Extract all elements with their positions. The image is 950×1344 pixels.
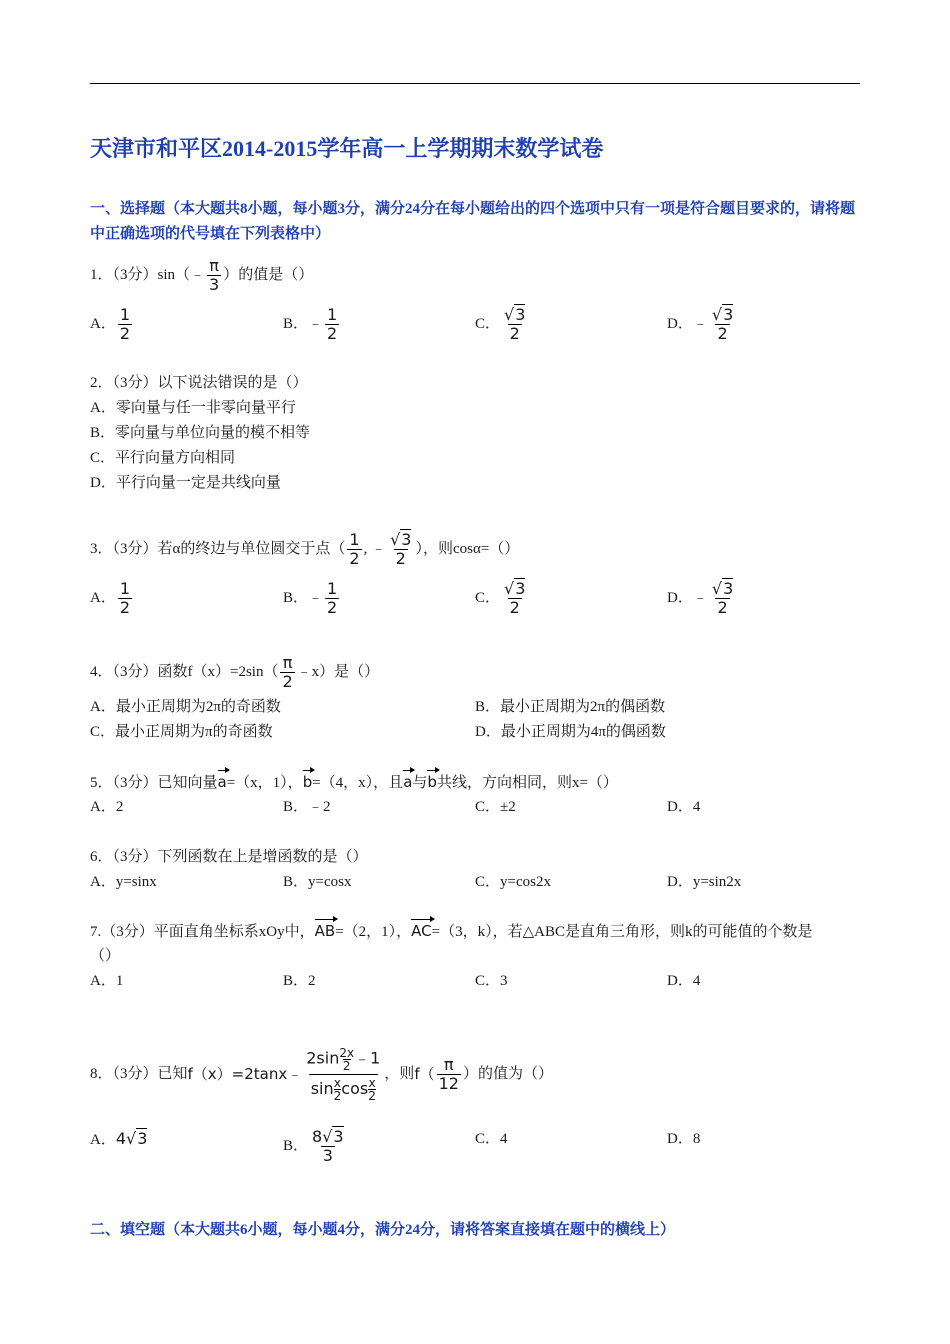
q2-option-d[interactable]: D．平行向量一定是共线向量 [90,475,281,491]
q3-stem: 3．（3分）若α的终边与单位圆交于点（ $\frac{1}{2}$ , ﹣ $\frac{√3}{2}$ ），则cosα=（） [90,530,520,568]
q8-option-b[interactable]: B． $\frac{8√3}{3}$ [283,1127,344,1165]
q6-option-a[interactable]: A．y=sinx [90,874,157,890]
q8-option-c[interactable]: C．4 [475,1131,508,1147]
q6-option-d[interactable]: D．y=sin2x [667,874,742,890]
q7-option-a[interactable]: A．1 [90,973,124,989]
q7-stem-cont: （） [90,948,121,964]
q5-option-c[interactable]: C．±2 [475,799,516,815]
q7-option-c[interactable]: C．3 [475,973,508,989]
q4-option-d[interactable]: D．最小正周期为4π的偶函数 [475,724,666,740]
q8-stem: 8．（3分）已知 f（x）=2tanx﹣ 2sin $\frac{2x}{2}$ ﹣1 sin $\frac{x}{2}$ cos $\frac{x}{2}$ ，则 f（ $\frac{\pi}{12}$ ）的值为（） [90,1045,553,1103]
q4-option-a[interactable]: A．最小正周期为2π的奇函数 [90,699,281,715]
q2-option-b[interactable]: B．零向量与单位向量的模不相等 [90,425,311,441]
q1-option-a[interactable]: A． $\frac{1}{2}$ [90,305,131,343]
q3-option-b[interactable]: B．﹣ $\frac{1}{2}$ [283,579,338,617]
q4-stem: 4．（3分）函数f（x）=2sin（ $\frac{\pi}{2}$ ﹣x）是（） [90,653,380,691]
q5-option-d[interactable]: D．4 [667,799,701,815]
top-rule [90,83,860,84]
q3-option-c[interactable]: C． $\frac{√3}{2}$ [475,579,526,617]
q7-option-b[interactable]: B．2 [283,973,316,989]
q5-option-a[interactable]: A．2 [90,799,124,815]
q8-option-a[interactable]: A．4√3 [90,1129,148,1148]
q6-stem: 6．（3分）下列函数在上是增函数的是（） [90,849,368,865]
q4-option-c[interactable]: C．最小正周期为π的奇函数 [90,724,273,740]
vector-ab: AB [314,922,336,940]
q1-stem: 1．（3分）sin（﹣ $\frac{\pi}{3}$ ）的值是（） [90,256,314,294]
q3-option-a[interactable]: A． $\frac{1}{2}$ [90,579,131,617]
q3-option-d[interactable]: D．﹣ $\frac{√3}{2}$ [667,579,734,617]
q1-option-c[interactable]: C． $\frac{√3}{2}$ [475,305,526,343]
fraction: $\frac{\pi}{3}$ [209,256,220,294]
q5-stem: 5．（3分）已知向量a=（x，1），b=（4，x），且a与b共线，方向相同，则x=（） [90,773,618,791]
q6-option-c[interactable]: C．y=cos2x [475,874,551,890]
q4-option-b[interactable]: B．最小正周期为2π的偶函数 [475,699,666,715]
q7-option-d[interactable]: D．4 [667,973,701,989]
page-title: 天津市和平区2014-2015学年高一上学期期末数学试卷 [90,136,604,161]
q8-option-d[interactable]: D．8 [667,1131,701,1147]
section-heading-fill: 二、填空题（本大题共6小题，每小题4分，满分24分，请将答案直接填在题中的横线上） [90,1222,676,1238]
vector-a: a [217,773,227,791]
q7-stem: 7.（3分）平面直角坐标系xOy中，AB=（2，1），AC=（3，k），若△ABC是直角三角形，则k的可能值的个数是 [90,922,813,940]
vector-b: b [302,773,313,791]
q5-option-b[interactable]: B．﹣2 [283,799,331,815]
q1-option-b[interactable]: B．﹣ $\frac{1}{2}$ [283,305,338,343]
section-heading-choice: 一、选择题（本大题共8小题，每小题3分，满分24分在每小题给出的四个选项中只有一项是符合题目要求的，请将题中正确选项的代号填在下列表格中） [90,201,856,242]
q2-stem: 2．（3分）以下说法错误的是（） [90,375,308,391]
vector-ac: AC [411,922,432,940]
q2-option-c[interactable]: C．平行向量方向相同 [90,450,236,466]
q2-option-a[interactable]: A．零向量与任一非零向量平行 [90,400,296,416]
q1-option-d[interactable]: D．﹣ $\frac{√3}{2}$ [667,305,734,343]
q8-main-fraction: 2sin $\frac{2x}{2}$ ﹣1 sin $\frac{x}{2}$ cos $\frac{x}{2}$ [306,1045,381,1103]
q6-option-b[interactable]: B．y=cosx [283,874,352,890]
